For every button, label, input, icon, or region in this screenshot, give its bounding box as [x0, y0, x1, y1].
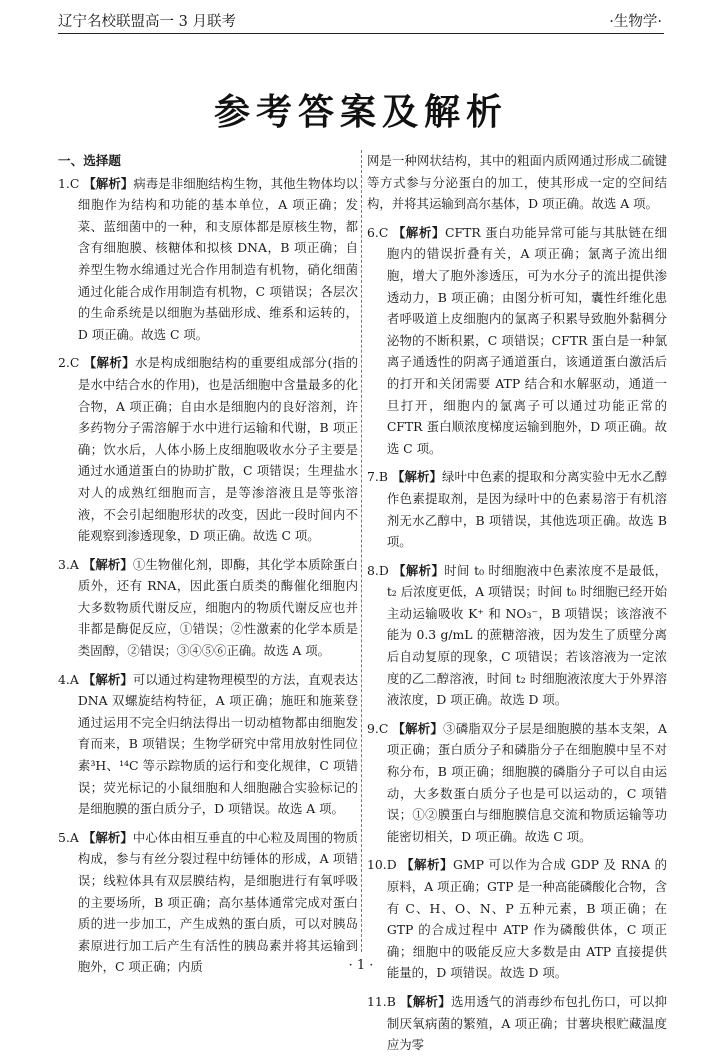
- section-heading: 一、选择题: [58, 153, 121, 168]
- answer-number: 1.C: [58, 175, 80, 191]
- page-title: 参考答案及解析: [213, 92, 508, 133]
- analysis-text: 可以通过构建物理模型的方法，直观表达 DNA 双螺旋结构特征，A 项正确；施旺和施莱登通过运用不完全归纳法得出一切动植物都由细胞发育而来，B 项错误；生物学研究中常用放射性同位素³H、¹⁴C 等示踪物质的运行和变化规律，C 项错误；荧光标记的小鼠细胞和人细胞融合实验标记的是细胞膜的蛋白质分子，D 项错误。故选 A 项。: [77, 671, 359, 817]
- answer-item: [367, 222, 667, 460]
- analysis-tag: 【解析】: [83, 175, 134, 191]
- analysis-text: 绿叶中色素的提取和分离实验中无水乙醇作色素提取剂，是因为绿叶中的色素易溶于有机溶剂无水乙醇中，B 项错误，其他选项正确。故选 B 项。: [386, 469, 668, 550]
- answer-item: [58, 352, 358, 546]
- analysis-text: 水是构成细胞结构的重要组成部分(指的是水中结合水的作用)，也是活细胞中含量最多的化合物，A 项正确；自由水是细胞内的良好溶剂，许多药物分子需溶解于水中进行运输和代谢，B 项正确；饮水后，人体小肠上皮细胞吸收水分子主要是通过水通道蛋白的协助扩散，C 项错误；生理盐水对人的成熟红细胞而言，是等渗溶液且是等张溶液，不会引起细胞形状的改变，因此一段时间内不能观察到渗透现象，D 项正确。故选 C 项。: [77, 355, 358, 544]
- analysis-tag: 【解析】: [392, 469, 443, 485]
- answer-number: 9.C: [367, 720, 389, 736]
- answer-number: 7.B: [367, 469, 388, 485]
- page-number: · 1 ·: [348, 958, 374, 973]
- analysis-tag: 【解析】: [82, 671, 133, 687]
- answer-item: [367, 991, 667, 1056]
- analysis-tag: 【解析】: [392, 720, 444, 736]
- analysis-text: ③磷脂双分子层是细胞膜的基本支架，A 项正确；蛋白质分子和磷脂分子在细胞膜中呈不对称分布，B 项正确；细胞膜的磷脂分子可以自由运动，大多数蛋白质分子也是可以运动的，C 项错误；①②膜蛋白与细胞膜信息交流和物质运输等功能密切相关，D 项正确。故选 C 项。: [386, 720, 667, 844]
- answer-number: 6.C: [367, 224, 389, 240]
- analysis-text: GMP 可以作为合成 GDP 及 RNA 的原料，A 项正确；GTP 是一种高能磷酸化合物，含有 C、H、O、N、P 五种元素，B 项正确；在 GTP 的合成过程中 ATP 作为磷酸供体，C 项正确；细胞中的吸能反应大多数是由 ATP 直接提供能量的，D 项错误。故选 D 项。: [386, 857, 668, 981]
- left-column: [58, 150, 358, 985]
- right-column: [367, 150, 667, 1063]
- answer-number: 10.D: [367, 857, 397, 873]
- analysis-tag: 【解析】: [83, 355, 136, 371]
- analysis-tag: 【解析】: [400, 993, 451, 1009]
- analysis-tag: 【解析】: [82, 829, 133, 845]
- analysis-tag: 【解析】: [82, 556, 133, 572]
- analysis-tag: 【解析】: [401, 857, 454, 873]
- right-answer-list: [367, 222, 667, 1056]
- left-answer-list: [58, 173, 358, 978]
- answer-item: [58, 669, 358, 820]
- continuation-text: 网是一种网状结构，其中的粗面内质网通过形成二硫键等方式参与分泌蛋白的加工，使其形成一定的空间结构，并将其运输到高尔基体，D 项正确。故选 A 项。: [367, 153, 667, 212]
- header-rule: [58, 33, 664, 34]
- analysis-text: 选用透气的消毒纱布包扎伤口，可以抑制厌氧病菌的繁殖，A 项正确；甘薯块根贮藏温度应为零: [386, 993, 667, 1053]
- answer-number: 2.C: [58, 355, 80, 371]
- answer-number: 3.A: [58, 556, 79, 572]
- exam-header-title: 辽宁名校联盟高一 3 月联考: [58, 14, 236, 30]
- analysis-text: 病毒是非细胞结构生物，其他生物体均以细胞作为结构和功能的基本单位，A 项正确；发菜、蓝细菌中的一种，和支原体都是原核生物，都含有细胞膜、核糖体和拟核 DNA，B 项正确；自养型生物水绵通过光合作用制造有机物，硝化细菌通过化能合成作用制造有机物，C 项错误；各层次的生命系统是以细胞为基础形成、维系和运转的，D 项正确。故选 C 项。: [77, 175, 358, 342]
- column-divider: [361, 150, 362, 952]
- subject-label: ·生物学·: [609, 14, 662, 30]
- answer-number: 4.A: [58, 671, 79, 687]
- analysis-text: 中心体由相互垂直的中心粒及周围的物质构成，参与有丝分裂过程中纺锤体的形成，A 项错误；线粒体具有双层膜结构，是细胞进行有氧呼吸的主要场所，B 项正确；高尔基体通常完成对蛋白质的进一步加工，产生成熟的蛋白质，可以对胰岛素原进行加工后产生有活性的胰岛素并将其运输到胞外，C 项正确；内质: [77, 829, 359, 975]
- analysis-tag: 【解析】: [393, 562, 445, 578]
- analysis-tag: 【解析】: [392, 224, 445, 240]
- answer-item: [367, 466, 667, 552]
- answer-item: [367, 560, 667, 711]
- answer-number: 11.B: [367, 993, 396, 1009]
- answer-number: 5.A: [58, 829, 79, 845]
- analysis-text: CFTR 蛋白功能异常可能与其肽链在细胞内的错误折叠有关，A 项正确；氯离子流出细胞，增大了胞外渗透压，可为水分子的流出提供渗透动力，B 项正确；由图分析可知，囊性纤维化患者呼吸道上皮细胞内的氯离子积累导致胞外黏稠分泌物的不断积累，C 项错误；CFTR 蛋白是一种氯离子通透性的阴离子通道蛋白，该通道蛋白激活后的打开和关闭需要 ATP 结合和水解驱动，通道一旦打开，细胞内的氯离子可以通过功能正常的 CFTR 蛋白顺浓度梯度运输到胞外，D 项正确。故选 C 项。: [386, 224, 667, 456]
- answer-item: [58, 827, 358, 978]
- answer-item: [58, 554, 358, 662]
- answer-item: [58, 173, 358, 346]
- answer-number: 8.D: [367, 562, 389, 578]
- answer-item: [367, 718, 667, 848]
- analysis-text: ①生物催化剂，即酶，其化学本质除蛋白质外，还有 RNA，因此蛋白质类的酶催化细胞内大多数物质代谢反应，细胞内的物质代谢反应也并非都是酶促反应，①错误；②性激素的化学本质是类固醇，②错误；③④⑤⑥正确。故选 A 项。: [77, 556, 359, 659]
- analysis-text: 时间 t₀ 时细胞液中色素浓度不是最低，t₂ 后浓度更低，A 项错误；时间 t₀ 时细胞已经开始主动运输吸收 K⁺ 和 NO₃⁻，B 项错误；该溶液不能为 0.3 g/mL 的蔗糖溶液，因为发生了质壁分离后自动复原的现象，C 项错误；若该溶液为一定浓度的乙二醇溶液，时间 t₂ 时细胞液浓度大于外界溶液浓度，D 项正确。故选 D 项。: [386, 562, 668, 708]
